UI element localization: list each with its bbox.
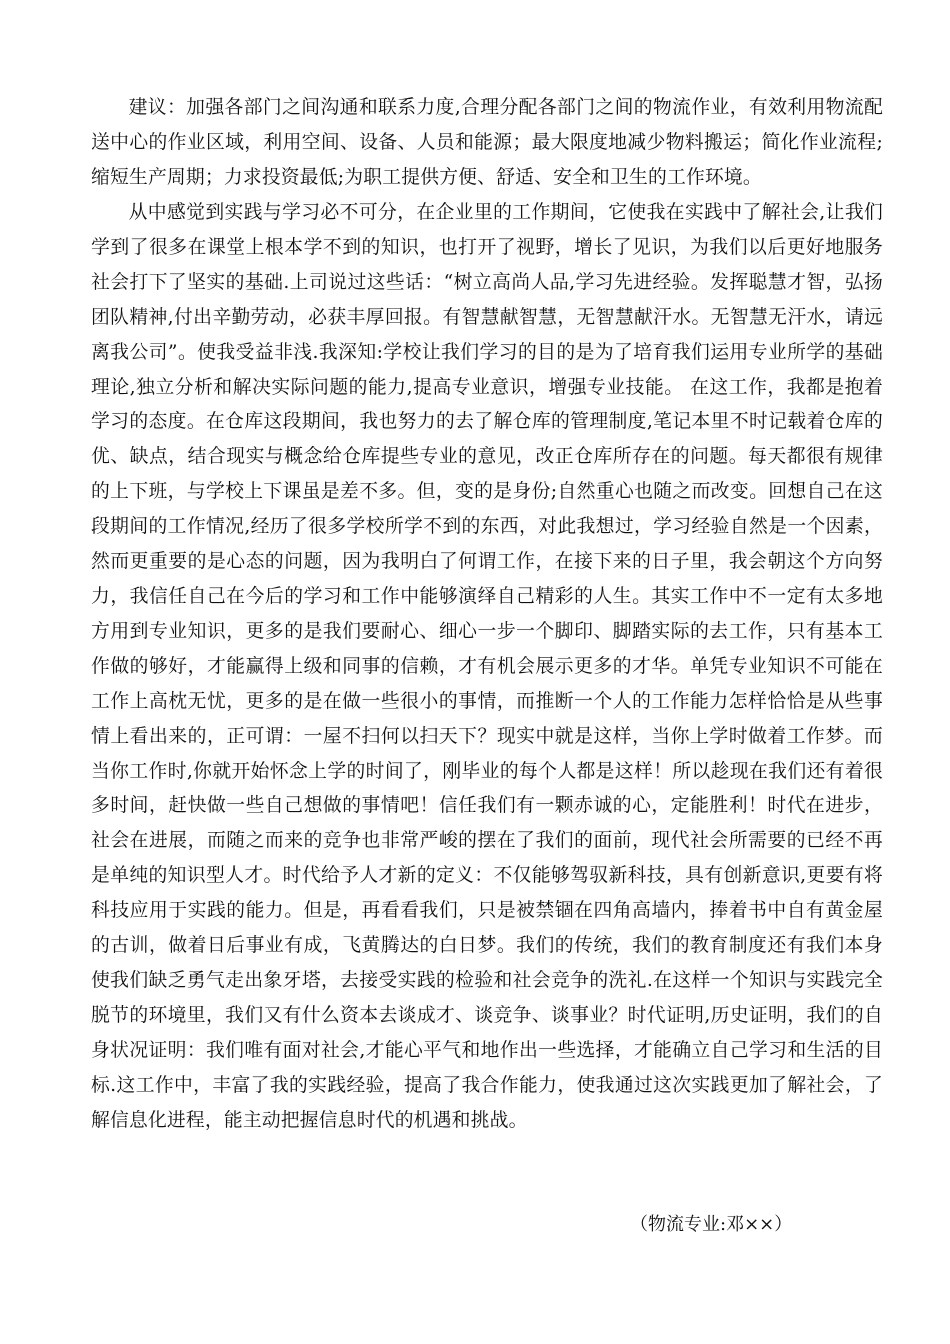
- paragraph-suggestions: 建议：加强各部门之间沟通和联系力度,合理分配各部门之间的物流作业，有效利用物流配送中心的作业区域，利用空间、设备、人员和能源；最大限度地减少物料搬运；简化作业流程;缩短生产周期；力求投资最低;为职工提供方便、舒适、安全和卫生的工作环境。: [91, 97, 883, 188]
- author-signature: （物流专业:邓××）: [630, 1214, 793, 1235]
- paragraph-reflection: 从中感觉到实践与学习必不可分，在企业里的工作期间，它使我在实践中了解社会,让我们学到了很多在课堂上根本学不到的知识，也打开了视野，增长了见识，为我们以后更好地服务社会打下了坚实的基础.上司说过这些话：“树立高尚人品,学习先进经验。发挥聪慧才智，弘扬团队精神,付出辛勤劳动，必获丰厚回报。有智慧献智慧，无智慧献汗水。无智慧无汗水，请远离我公司”。使我受益非浅.我深知:学校让我们学习的目的是为了培育我们运用专业所学的基础理论,独立分析和解决实际问题的能力,提高专业意识，增强专业技能。 在这工作，我都是抱着学习的态度。在仓库这段期间，我也努力的去了解仓库的管理制度,笔记本里不时记载着仓库的优、缺点，结合现实与概念给仓库提些专业的意见，改正仓库所存在的问题。每天都很有规律的上下班，与学校上下课虽是差不多。但，变的是身份;自然重心也随之而改变。回想自己在这段期间的工作情况,经历了很多学校所学不到的东西，对此我想过，学习经验自然是一个因素，然而更重要的是心态的问题，因为我明白了何谓工作，在接下来的日子里，我会朝这个方向努力，我信任自己在今后的学习和工作中能够演绎自己精彩的人生。其实工作中不一定有太多地方用到专业知识，更多的是我们要耐心、细心一步一个脚印、脚踏实际的去工作，只有基本工作做的够好，才能赢得上级和同事的信赖，才有机会展示更多的才华。单凭专业知识不可能在工作上高枕无忧，更多的是在做一些很小的事情，而推断一个人的工作能力怎样恰恰是从些事情上看出来的，正可谓：一屋不扫何以扫天下？现实中就是这样，当你上学时做着工作梦。而当你工作时,你就开始怀念上学的时间了，刚毕业的每个人都是这样！所以趁现在我们还有着很多时间，赶快做一些自己想做的事情吧！信任我们有一颗赤诚的心，定能胜利！时代在进步，社会在进展，而随之而来的竞争也非常严峻的摆在了我们的面前，现代社会所需要的已经不再是单纯的知识型人才。时代给予人才新的定义：不仅能够驾驭新科技，具有创新意识,更要有将科技应用于实践的能力。但是，再看看我们，只是被禁锢在四角高墙内，捧着书中自有黄金屋的古训，做着日后事业有成，飞黄腾达的白日梦。我们的传统，我们的教育制度还有我们本身使我们缺乏勇气走出象牙塔，去接受实践的检验和社会竞争的洗礼.在这样一个知识与实践完全脱节的环境里，我们又有什么资本去谈成才、谈竞争、谈事业？时代证明,历史证明，我们的自身状况证明：我们唯有面对社会,才能心平气和地作出一些选择，才能确立自己学习和生活的目标.这工作中，丰富了我的实践经验，提高了我合作能力，使我通过这次实践更加了解社会，了解信息化进程，能主动把握信息时代的机遇和挑战。: [91, 202, 883, 1131]
